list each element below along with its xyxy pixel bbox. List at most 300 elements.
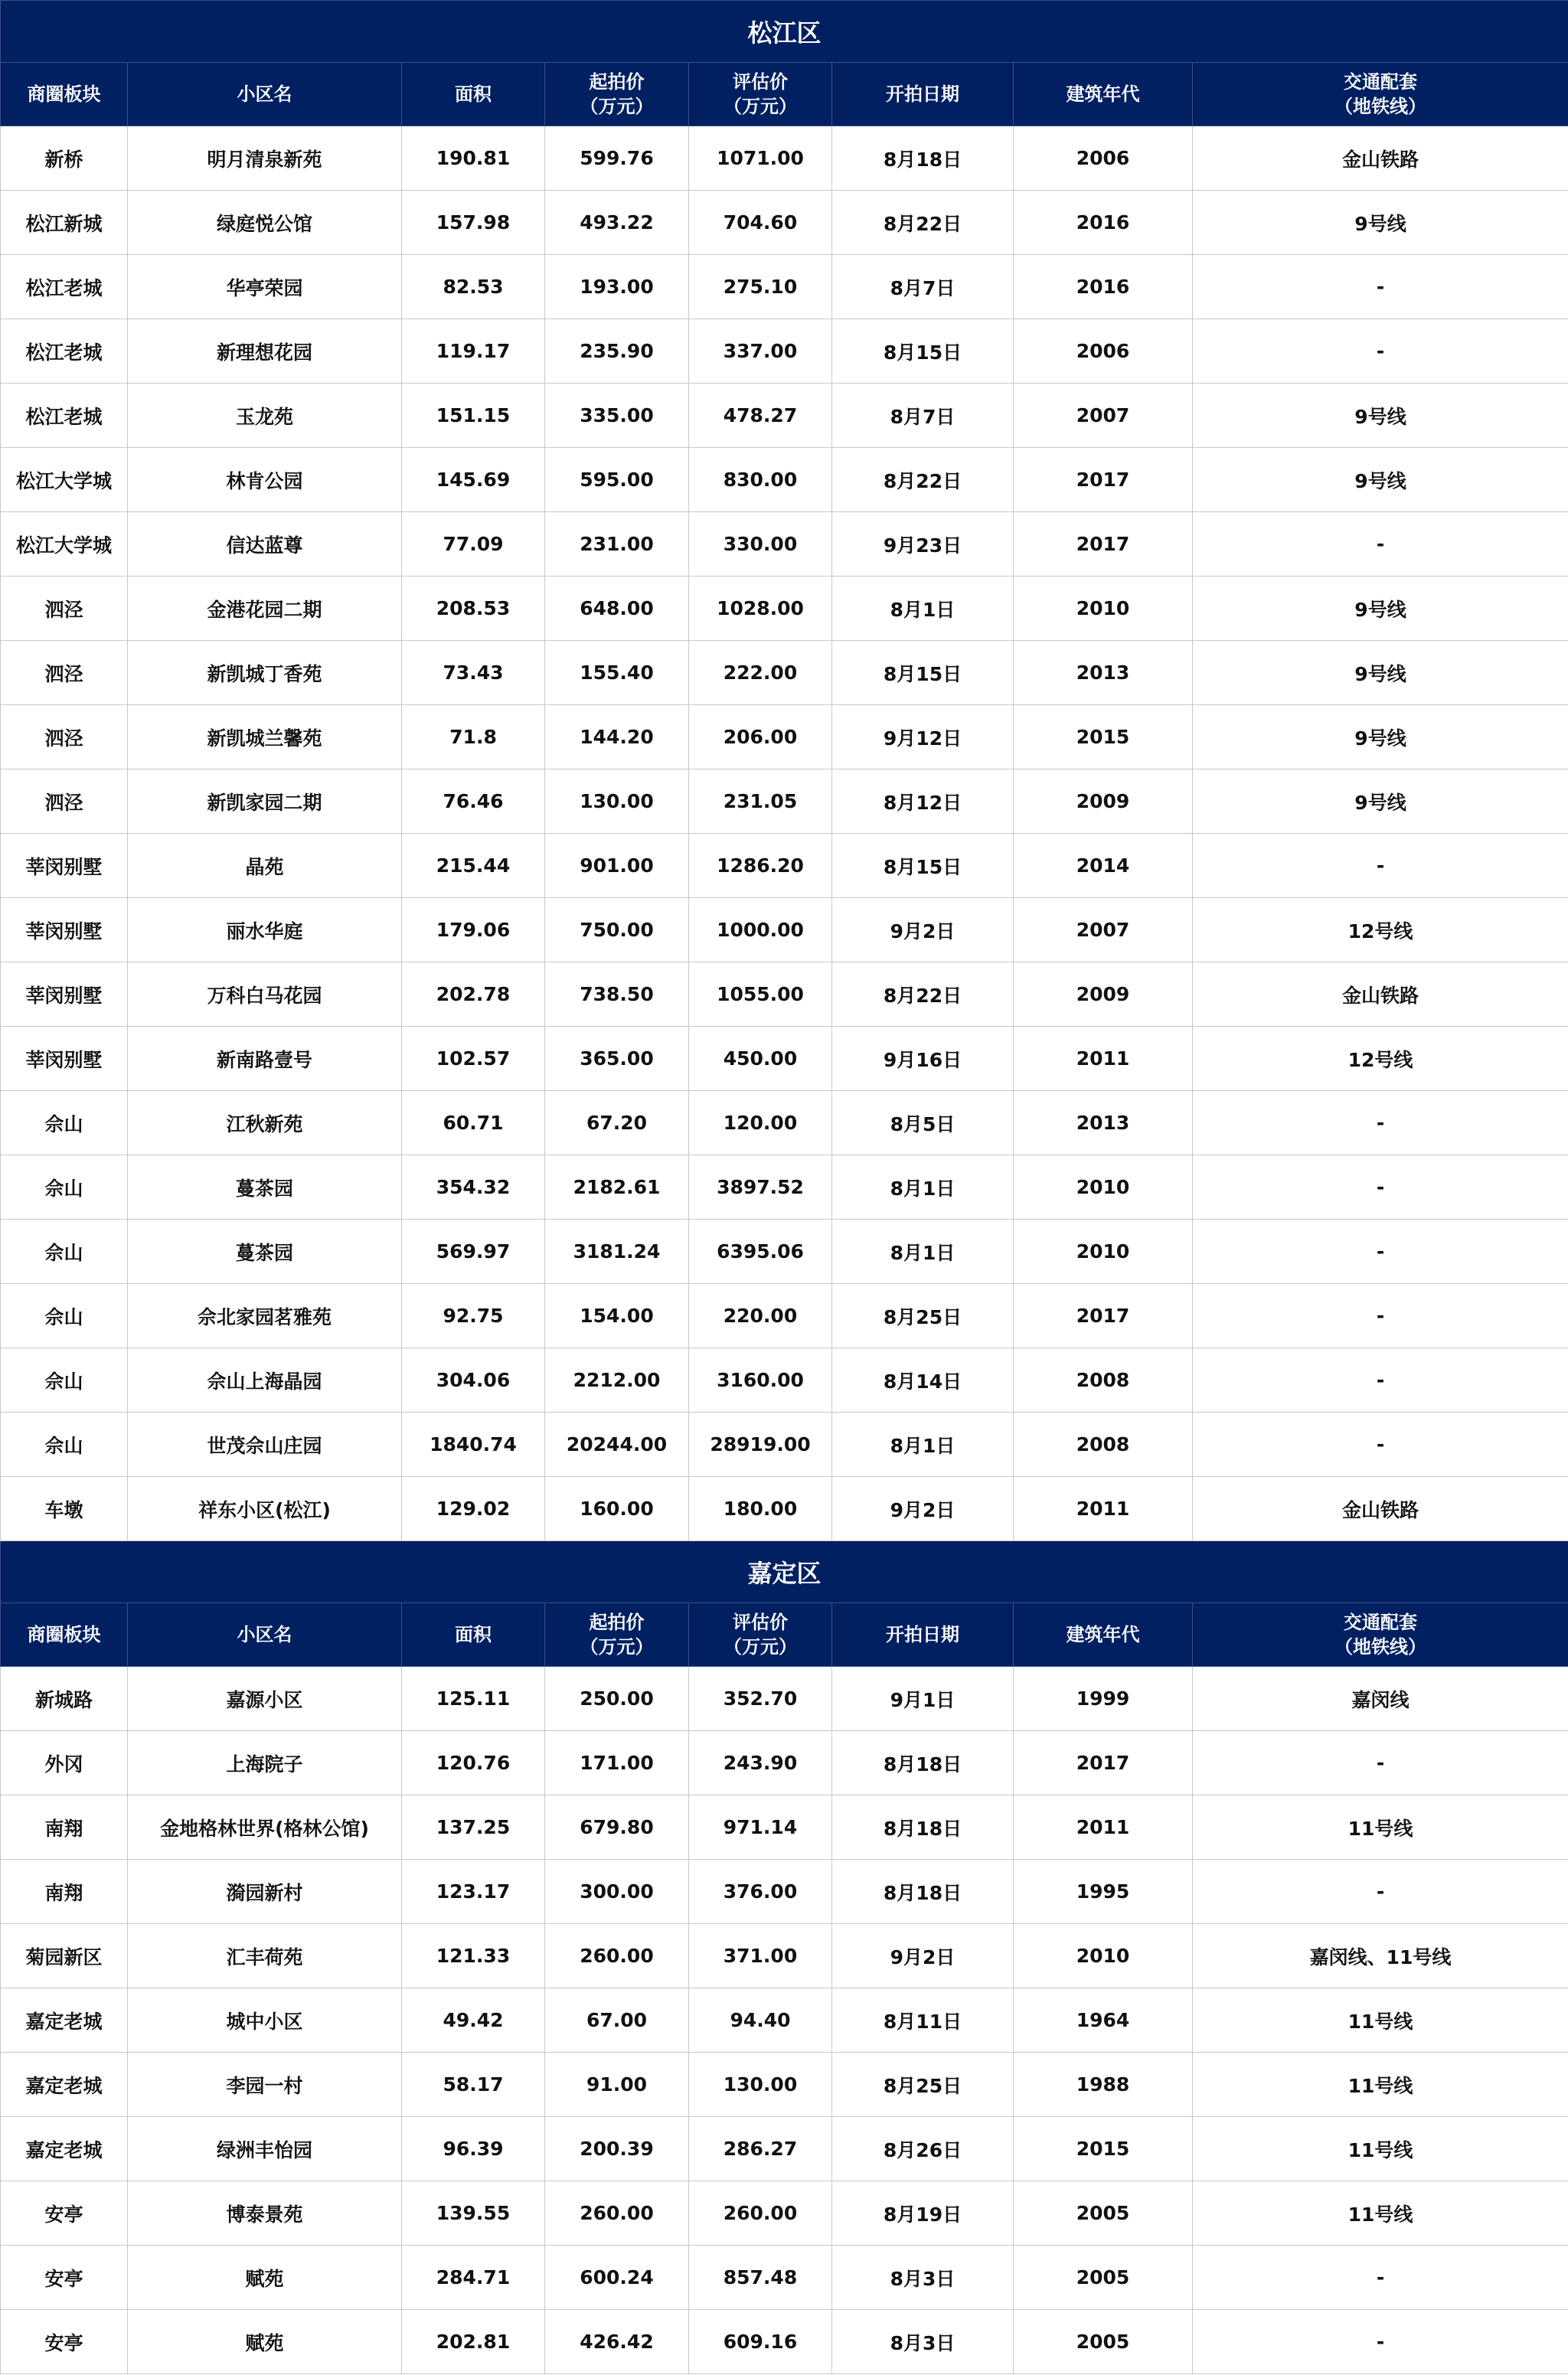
district-cell: 菊园新区 xyxy=(1,1924,128,1988)
appraisal-price-cell: 830.00 xyxy=(689,448,832,512)
start-price-cell: 600.24 xyxy=(545,2246,689,2310)
appraisal-price-cell: 243.90 xyxy=(689,1731,832,1795)
community-name-cell: 绿庭悦公馆 xyxy=(128,191,402,255)
auction-date-cell: 9月1日 xyxy=(832,1667,1014,1731)
auction-date-cell: 8月1日 xyxy=(832,1413,1014,1477)
appraisal-price-cell: 450.00 xyxy=(689,1027,832,1091)
metro-line-cell: 12号线 xyxy=(1193,1027,1568,1091)
district-cell: 佘山 xyxy=(1,1348,128,1413)
start-price-cell: 193.00 xyxy=(545,255,689,319)
metro-line-cell: 11号线 xyxy=(1193,1795,1568,1860)
build-year-cell: 2005 xyxy=(1014,2246,1193,2310)
area-cell: 137.25 xyxy=(402,1795,545,1860)
area-cell: 121.33 xyxy=(402,1924,545,1988)
build-year-cell: 2008 xyxy=(1014,1413,1193,1477)
district-cell: 嘉定老城 xyxy=(1,1988,128,2053)
community-name-cell: 李园一村 xyxy=(128,2053,402,2117)
appraisal-price-cell: 3897.52 xyxy=(689,1155,832,1220)
auction-date-cell: 8月25日 xyxy=(832,1284,1014,1348)
build-year-cell: 1995 xyxy=(1014,1860,1193,1924)
table-row xyxy=(1,705,1568,769)
auction-date-cell: 8月19日 xyxy=(832,2181,1014,2246)
auction-date-cell: 8月25日 xyxy=(832,2053,1014,2117)
community-name-cell: 赋苑 xyxy=(128,2310,402,2374)
table-row xyxy=(1,1348,1568,1413)
metro-line-cell: 11号线 xyxy=(1193,2181,1568,2246)
auction-date-cell: 8月3日 xyxy=(832,2246,1014,2310)
area-cell: 179.06 xyxy=(402,898,545,962)
column-header-row xyxy=(1,63,1568,126)
metro-line-cell: 金山铁路 xyxy=(1193,1477,1568,1541)
district-cell: 泗泾 xyxy=(1,641,128,705)
start-price-cell: 160.00 xyxy=(545,1477,689,1541)
table-row xyxy=(1,577,1568,641)
community-name-cell: 晶苑 xyxy=(128,834,402,898)
start-price-cell: 67.00 xyxy=(545,1988,689,2053)
area-cell: 569.97 xyxy=(402,1220,545,1284)
build-year-cell: 2011 xyxy=(1014,1027,1193,1091)
district-cell: 新桥 xyxy=(1,126,128,191)
table-row xyxy=(1,512,1568,577)
table-row xyxy=(1,191,1568,255)
table-body xyxy=(1,1,1568,2374)
table-row xyxy=(1,319,1568,384)
start-price-cell: 154.00 xyxy=(545,1284,689,1348)
auction-date-cell: 9月2日 xyxy=(832,1924,1014,1988)
build-year-cell: 1988 xyxy=(1014,2053,1193,2117)
district-cell: 佘山 xyxy=(1,1091,128,1155)
build-year-cell: 2005 xyxy=(1014,2181,1193,2246)
metro-line-cell: 9号线 xyxy=(1193,577,1568,641)
auction-date-cell: 8月12日 xyxy=(832,769,1014,834)
district-cell: 外冈 xyxy=(1,1731,128,1795)
build-year-cell: 2011 xyxy=(1014,1795,1193,1860)
community-name-cell: 城中小区 xyxy=(128,1988,402,2053)
table-row xyxy=(1,641,1568,705)
district-cell: 泗泾 xyxy=(1,577,128,641)
district-cell: 莘闵别墅 xyxy=(1,834,128,898)
community-name-cell: 蔓茶园 xyxy=(128,1155,402,1220)
district-cell: 泗泾 xyxy=(1,769,128,834)
metro-line-cell: - xyxy=(1193,255,1568,319)
appraisal-price-cell: 180.00 xyxy=(689,1477,832,1541)
community-name-cell: 佘北家园茗雅苑 xyxy=(128,1284,402,1348)
appraisal-price-cell: 1000.00 xyxy=(689,898,832,962)
appraisal-price-cell: 220.00 xyxy=(689,1284,832,1348)
region-title-row xyxy=(1,1541,1568,1603)
metro-line-cell: 11号线 xyxy=(1193,2117,1568,2181)
metro-line-cell: - xyxy=(1193,1860,1568,1924)
community-name-cell: 新理想花园 xyxy=(128,319,402,384)
area-cell: 1840.74 xyxy=(402,1413,545,1477)
community-name-cell: 信达蓝尊 xyxy=(128,512,402,577)
community-name-cell: 蔓茶园 xyxy=(128,1220,402,1284)
community-name-cell: 汇丰荷苑 xyxy=(128,1924,402,1988)
appraisal-price-cell: 971.14 xyxy=(689,1795,832,1860)
auction-date-cell: 9月2日 xyxy=(832,898,1014,962)
start-price-cell: 679.80 xyxy=(545,1795,689,1860)
appraisal-price-cell: 1055.00 xyxy=(689,962,832,1027)
area-cell: 129.02 xyxy=(402,1477,545,1541)
appraisal-price-cell: 206.00 xyxy=(689,705,832,769)
column-header: 小区名 xyxy=(128,1603,402,1667)
appraisal-price-cell: 222.00 xyxy=(689,641,832,705)
start-price-cell: 67.20 xyxy=(545,1091,689,1155)
appraisal-price-cell: 371.00 xyxy=(689,1924,832,1988)
area-cell: 58.17 xyxy=(402,2053,545,2117)
appraisal-price-cell: 352.70 xyxy=(689,1667,832,1731)
community-name-cell: 明月清泉新苑 xyxy=(128,126,402,191)
start-price-cell: 595.00 xyxy=(545,448,689,512)
community-name-cell: 万科白马花园 xyxy=(128,962,402,1027)
table-row xyxy=(1,1413,1568,1477)
start-price-cell: 648.00 xyxy=(545,577,689,641)
area-cell: 119.17 xyxy=(402,319,545,384)
district-cell: 新城路 xyxy=(1,1667,128,1731)
start-price-cell: 300.00 xyxy=(545,1860,689,1924)
column-header: 交通配套 （地铁线） xyxy=(1193,63,1568,126)
community-name-cell: 博泰景苑 xyxy=(128,2181,402,2246)
area-cell: 60.71 xyxy=(402,1091,545,1155)
table-row xyxy=(1,1860,1568,1924)
column-header: 评估价 （万元） xyxy=(689,1603,832,1667)
table-row xyxy=(1,962,1568,1027)
table-row xyxy=(1,1667,1568,1731)
start-price-cell: 2182.61 xyxy=(545,1155,689,1220)
column-header: 小区名 xyxy=(128,63,402,126)
community-name-cell: 华亭荣园 xyxy=(128,255,402,319)
community-name-cell: 新凯城兰馨苑 xyxy=(128,705,402,769)
table-row xyxy=(1,2053,1568,2117)
table-row xyxy=(1,126,1568,191)
table-row xyxy=(1,2246,1568,2310)
community-name-cell: 佘山上海晶园 xyxy=(128,1348,402,1413)
area-cell: 120.76 xyxy=(402,1731,545,1795)
build-year-cell: 2013 xyxy=(1014,1091,1193,1155)
district-cell: 嘉定老城 xyxy=(1,2053,128,2117)
metro-line-cell: 9号线 xyxy=(1193,769,1568,834)
metro-line-cell: 9号线 xyxy=(1193,641,1568,705)
auction-date-cell: 8月7日 xyxy=(832,384,1014,448)
auction-date-cell: 9月12日 xyxy=(832,705,1014,769)
auction-date-cell: 8月22日 xyxy=(832,191,1014,255)
auction-date-cell: 8月18日 xyxy=(832,1731,1014,1795)
column-header: 建筑年代 xyxy=(1014,1603,1193,1667)
start-price-cell: 260.00 xyxy=(545,2181,689,2246)
appraisal-price-cell: 1028.00 xyxy=(689,577,832,641)
build-year-cell: 2010 xyxy=(1014,1924,1193,1988)
auction-date-cell: 8月15日 xyxy=(832,641,1014,705)
appraisal-price-cell: 94.40 xyxy=(689,1988,832,2053)
build-year-cell: 2017 xyxy=(1014,512,1193,577)
district-cell: 松江大学城 xyxy=(1,448,128,512)
auction-date-cell: 8月15日 xyxy=(832,319,1014,384)
build-year-cell: 2017 xyxy=(1014,1731,1193,1795)
appraisal-price-cell: 6395.06 xyxy=(689,1220,832,1284)
community-name-cell: 绿洲丰怡园 xyxy=(128,2117,402,2181)
start-price-cell: 750.00 xyxy=(545,898,689,962)
auction-date-cell: 8月11日 xyxy=(832,1988,1014,2053)
auction-date-cell: 8月22日 xyxy=(832,448,1014,512)
auction-date-cell: 9月2日 xyxy=(832,1477,1014,1541)
district-cell: 安亭 xyxy=(1,2181,128,2246)
table-row xyxy=(1,1988,1568,2053)
district-cell: 佘山 xyxy=(1,1413,128,1477)
start-price-cell: 901.00 xyxy=(545,834,689,898)
auction-date-cell: 8月14日 xyxy=(832,1348,1014,1413)
metro-line-cell: - xyxy=(1193,1731,1568,1795)
appraisal-price-cell: 260.00 xyxy=(689,2181,832,2246)
area-cell: 139.55 xyxy=(402,2181,545,2246)
community-name-cell: 祥东小区(松江) xyxy=(128,1477,402,1541)
area-cell: 49.42 xyxy=(402,1988,545,2053)
district-cell: 松江老城 xyxy=(1,384,128,448)
metro-line-cell: - xyxy=(1193,2246,1568,2310)
area-cell: 202.78 xyxy=(402,962,545,1027)
column-header: 商圈板块 xyxy=(1,63,128,126)
area-cell: 157.98 xyxy=(402,191,545,255)
metro-line-cell: - xyxy=(1193,1348,1568,1413)
appraisal-price-cell: 330.00 xyxy=(689,512,832,577)
start-price-cell: 155.40 xyxy=(545,641,689,705)
district-cell: 松江老城 xyxy=(1,319,128,384)
metro-line-cell: 嘉闵线 xyxy=(1193,1667,1568,1731)
district-cell: 佘山 xyxy=(1,1220,128,1284)
table-row xyxy=(1,448,1568,512)
auction-date-cell: 8月1日 xyxy=(832,1220,1014,1284)
table-row xyxy=(1,1155,1568,1220)
appraisal-price-cell: 609.16 xyxy=(689,2310,832,2374)
area-cell: 77.09 xyxy=(402,512,545,577)
area-cell: 125.11 xyxy=(402,1667,545,1731)
start-price-cell: 130.00 xyxy=(545,769,689,834)
area-cell: 151.15 xyxy=(402,384,545,448)
area-cell: 92.75 xyxy=(402,1284,545,1348)
area-cell: 76.46 xyxy=(402,769,545,834)
build-year-cell: 2015 xyxy=(1014,2117,1193,2181)
community-name-cell: 丽水华庭 xyxy=(128,898,402,962)
column-header-row xyxy=(1,1603,1568,1667)
community-name-cell: 上海院子 xyxy=(128,1731,402,1795)
table-row xyxy=(1,1220,1568,1284)
metro-line-cell: - xyxy=(1193,319,1568,384)
community-name-cell: 金港花园二期 xyxy=(128,577,402,641)
area-cell: 284.71 xyxy=(402,2246,545,2310)
auction-date-cell: 8月18日 xyxy=(832,1860,1014,1924)
table-row xyxy=(1,2181,1568,2246)
appraisal-price-cell: 286.27 xyxy=(689,2117,832,2181)
start-price-cell: 2212.00 xyxy=(545,1348,689,1413)
start-price-cell: 231.00 xyxy=(545,512,689,577)
build-year-cell: 2008 xyxy=(1014,1348,1193,1413)
column-header: 开拍日期 xyxy=(832,63,1014,126)
table-row xyxy=(1,1477,1568,1541)
auction-date-cell: 8月18日 xyxy=(832,126,1014,191)
metro-line-cell: 9号线 xyxy=(1193,448,1568,512)
metro-line-cell: 12号线 xyxy=(1193,898,1568,962)
metro-line-cell: - xyxy=(1193,834,1568,898)
build-year-cell: 2010 xyxy=(1014,1220,1193,1284)
community-name-cell: 嘉源小区 xyxy=(128,1667,402,1731)
table-row xyxy=(1,2310,1568,2374)
district-cell: 嘉定老城 xyxy=(1,2117,128,2181)
appraisal-price-cell: 857.48 xyxy=(689,2246,832,2310)
metro-line-cell: 9号线 xyxy=(1193,191,1568,255)
build-year-cell: 2015 xyxy=(1014,705,1193,769)
area-cell: 71.8 xyxy=(402,705,545,769)
table-row xyxy=(1,2117,1568,2181)
metro-line-cell: - xyxy=(1193,1091,1568,1155)
start-price-cell: 365.00 xyxy=(545,1027,689,1091)
table-row xyxy=(1,1795,1568,1860)
appraisal-price-cell: 376.00 xyxy=(689,1860,832,1924)
build-year-cell: 1964 xyxy=(1014,1988,1193,2053)
area-cell: 215.44 xyxy=(402,834,545,898)
column-header: 商圈板块 xyxy=(1,1603,128,1667)
district-cell: 佘山 xyxy=(1,1155,128,1220)
build-year-cell: 2009 xyxy=(1014,769,1193,834)
district-cell: 安亭 xyxy=(1,2246,128,2310)
column-header: 起拍价 （万元） xyxy=(545,63,689,126)
start-price-cell: 171.00 xyxy=(545,1731,689,1795)
build-year-cell: 2013 xyxy=(1014,641,1193,705)
table-row xyxy=(1,255,1568,319)
auction-date-cell: 8月3日 xyxy=(832,2310,1014,2374)
area-cell: 145.69 xyxy=(402,448,545,512)
table-row xyxy=(1,898,1568,962)
auction-date-cell: 9月23日 xyxy=(832,512,1014,577)
column-header: 面积 xyxy=(402,1603,545,1667)
metro-line-cell: - xyxy=(1193,1155,1568,1220)
district-cell: 松江大学城 xyxy=(1,512,128,577)
table-row xyxy=(1,1091,1568,1155)
start-price-cell: 599.76 xyxy=(545,126,689,191)
table-row xyxy=(1,1027,1568,1091)
start-price-cell: 20244.00 xyxy=(545,1413,689,1477)
metro-line-cell: 金山铁路 xyxy=(1193,962,1568,1027)
community-name-cell: 金地格林世界(格林公馆) xyxy=(128,1795,402,1860)
metro-line-cell: 嘉闵线、11号线 xyxy=(1193,1924,1568,1988)
appraisal-price-cell: 28919.00 xyxy=(689,1413,832,1477)
start-price-cell: 91.00 xyxy=(545,2053,689,2117)
appraisal-price-cell: 1071.00 xyxy=(689,126,832,191)
auction-date-cell: 8月22日 xyxy=(832,962,1014,1027)
auction-date-cell: 8月18日 xyxy=(832,1795,1014,1860)
appraisal-price-cell: 231.05 xyxy=(689,769,832,834)
column-header: 建筑年代 xyxy=(1014,63,1193,126)
build-year-cell: 2005 xyxy=(1014,2310,1193,2374)
metro-line-cell: 金山铁路 xyxy=(1193,126,1568,191)
metro-line-cell: - xyxy=(1193,1284,1568,1348)
table-row xyxy=(1,1731,1568,1795)
metro-line-cell: - xyxy=(1193,2310,1568,2374)
start-price-cell: 3181.24 xyxy=(545,1220,689,1284)
district-cell: 南翔 xyxy=(1,1860,128,1924)
region-title: 松江区 xyxy=(1,1,1568,63)
build-year-cell: 2017 xyxy=(1014,1284,1193,1348)
start-price-cell: 493.22 xyxy=(545,191,689,255)
build-year-cell: 2014 xyxy=(1014,834,1193,898)
district-cell: 佘山 xyxy=(1,1284,128,1348)
area-cell: 123.17 xyxy=(402,1860,545,1924)
district-cell: 莘闵别墅 xyxy=(1,1027,128,1091)
auction-date-cell: 8月26日 xyxy=(832,2117,1014,2181)
area-cell: 304.06 xyxy=(402,1348,545,1413)
region-title: 嘉定区 xyxy=(1,1541,1568,1603)
district-cell: 南翔 xyxy=(1,1795,128,1860)
build-year-cell: 2009 xyxy=(1014,962,1193,1027)
start-price-cell: 260.00 xyxy=(545,1924,689,1988)
table-row xyxy=(1,1924,1568,1988)
appraisal-price-cell: 1286.20 xyxy=(689,834,832,898)
district-cell: 松江新城 xyxy=(1,191,128,255)
community-name-cell: 新凯家园二期 xyxy=(128,769,402,834)
district-cell: 安亭 xyxy=(1,2310,128,2374)
table-row xyxy=(1,384,1568,448)
start-price-cell: 335.00 xyxy=(545,384,689,448)
appraisal-price-cell: 130.00 xyxy=(689,2053,832,2117)
column-header: 起拍价 （万元） xyxy=(545,1603,689,1667)
area-cell: 354.32 xyxy=(402,1155,545,1220)
metro-line-cell: - xyxy=(1193,512,1568,577)
auction-date-cell: 8月7日 xyxy=(832,255,1014,319)
start-price-cell: 738.50 xyxy=(545,962,689,1027)
community-name-cell: 新南路壹号 xyxy=(128,1027,402,1091)
auction-date-cell: 8月5日 xyxy=(832,1091,1014,1155)
build-year-cell: 2006 xyxy=(1014,319,1193,384)
table-row xyxy=(1,834,1568,898)
build-year-cell: 2016 xyxy=(1014,191,1193,255)
appraisal-price-cell: 120.00 xyxy=(689,1091,832,1155)
community-name-cell: 漪园新村 xyxy=(128,1860,402,1924)
area-cell: 202.81 xyxy=(402,2310,545,2374)
build-year-cell: 2017 xyxy=(1014,448,1193,512)
table-row xyxy=(1,1284,1568,1348)
auction-date-cell: 9月16日 xyxy=(832,1027,1014,1091)
build-year-cell: 2010 xyxy=(1014,1155,1193,1220)
metro-line-cell: - xyxy=(1193,1220,1568,1284)
area-cell: 190.81 xyxy=(402,126,545,191)
metro-line-cell: 9号线 xyxy=(1193,384,1568,448)
district-cell: 泗泾 xyxy=(1,705,128,769)
appraisal-price-cell: 337.00 xyxy=(689,319,832,384)
column-header: 评估价 （万元） xyxy=(689,63,832,126)
appraisal-price-cell: 3160.00 xyxy=(689,1348,832,1413)
build-year-cell: 2016 xyxy=(1014,255,1193,319)
column-header: 开拍日期 xyxy=(832,1603,1014,1667)
auction-date-cell: 8月15日 xyxy=(832,834,1014,898)
area-cell: 102.57 xyxy=(402,1027,545,1091)
build-year-cell: 2011 xyxy=(1014,1477,1193,1541)
community-name-cell: 江秋新苑 xyxy=(128,1091,402,1155)
metro-line-cell: 11号线 xyxy=(1193,2053,1568,2117)
metro-line-cell: 11号线 xyxy=(1193,1988,1568,2053)
column-header: 面积 xyxy=(402,63,545,126)
metro-line-cell: 9号线 xyxy=(1193,705,1568,769)
start-price-cell: 250.00 xyxy=(545,1667,689,1731)
build-year-cell: 1999 xyxy=(1014,1667,1193,1731)
appraisal-price-cell: 704.60 xyxy=(689,191,832,255)
column-header: 交通配套 （地铁线） xyxy=(1193,1603,1568,1667)
auction-date-cell: 8月1日 xyxy=(832,1155,1014,1220)
build-year-cell: 2006 xyxy=(1014,126,1193,191)
community-name-cell: 赋苑 xyxy=(128,2246,402,2310)
metro-line-cell: - xyxy=(1193,1413,1568,1477)
start-price-cell: 426.42 xyxy=(545,2310,689,2374)
build-year-cell: 2007 xyxy=(1014,898,1193,962)
auction-date-cell: 8月1日 xyxy=(832,577,1014,641)
area-cell: 208.53 xyxy=(402,577,545,641)
